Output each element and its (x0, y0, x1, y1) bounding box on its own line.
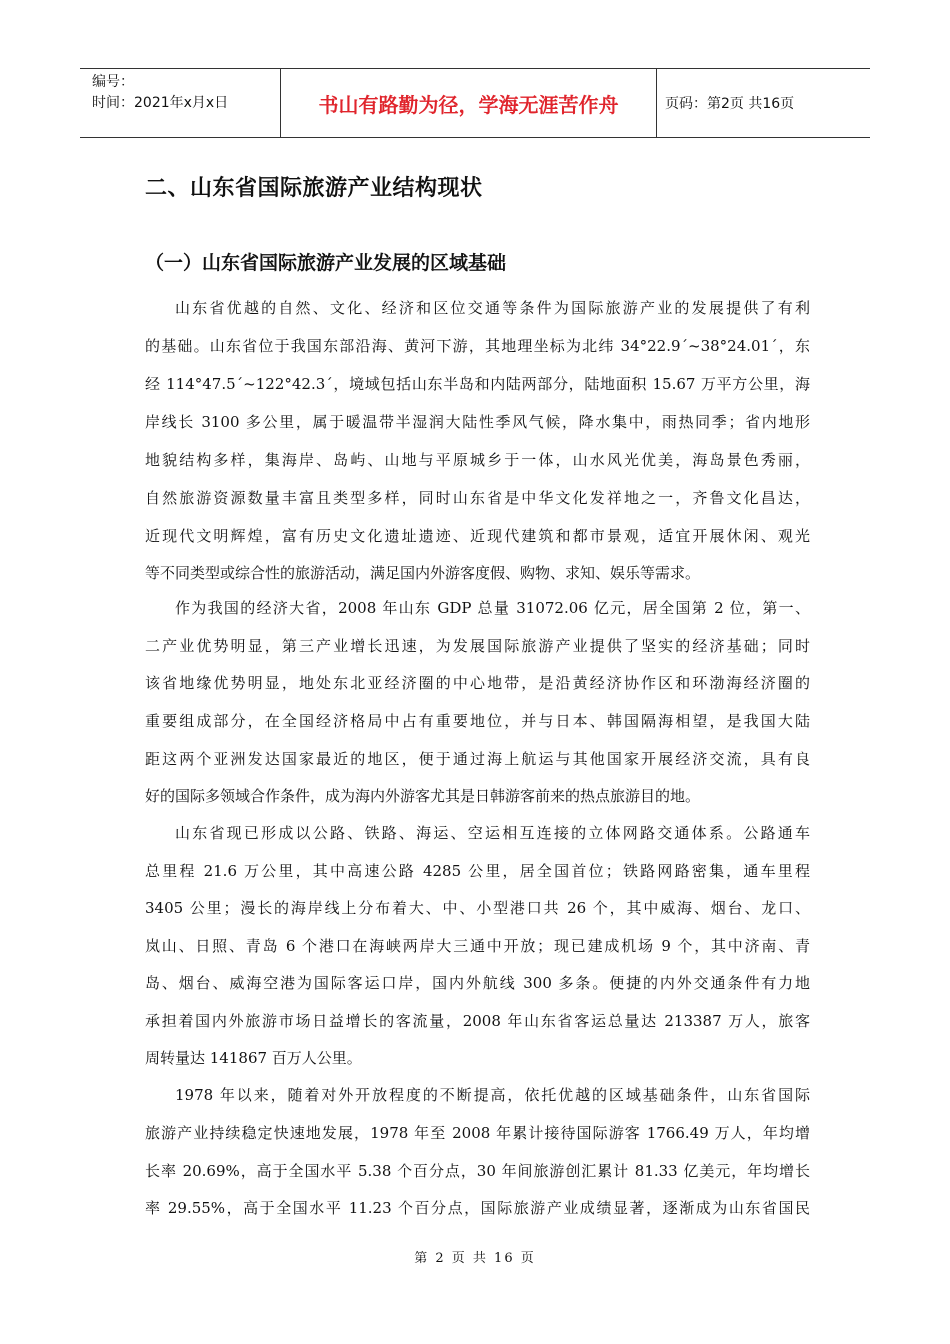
body-line: 经 114°47.5´~122°42.3´，境域包括山东半岛和内陆两部分，陆地面积 15.67 万平方公里，海 (145, 375, 810, 393)
body-line: 山东省优越的自然、文化、经济和区位交通等条件为国际旅游产业的发展提供了有利 (175, 299, 810, 317)
body-line: 周转量达 141867 百万人公里。 (145, 1049, 362, 1067)
body-line: 总里程 21.6 万公里，其中高速公路 4285 公里，居全国首位；铁路网路密集，通车里程 (145, 862, 810, 880)
header-table (80, 68, 870, 138)
body-line: 3405 公里；漫长的海岸线上分布着大、中、小型港口共 26 个，其中威海、烟台、龙口、 (145, 899, 810, 917)
motto: 书山有路勤为径，学海无涯苦作舟 (280, 69, 657, 137)
body-line: 承担着国内外旅游市场日益增长的客流量，2008 年山东省客运总量达 213387 万人，旅客 (145, 1012, 810, 1030)
body-line: 岸线长 3100 多公里，属于暖温带半湿润大陆性季风气候，降水集中，雨热同季；省内地形 (145, 413, 810, 431)
page-info: 页码：第2页 共16页 (665, 96, 795, 112)
body-line: 岛、烟台、威海空港为国际客运口岸，国内外航线 300 多条。便捷的内外交通条件有力地 (145, 974, 810, 992)
body-line: 旅游产业持续稳定快速地发展，1978 年至 2008 年累计接待国际游客 1766.49 万人，年均增 (145, 1124, 810, 1142)
body-line: 地貌结构多样，集海岸、岛屿、山地与平原城乡于一体，山水风光优美，海岛景色秀丽， (145, 451, 810, 469)
time-label: 时间：2021年x月x日 (92, 95, 229, 111)
body-line: 1978 年以来，随着对外开放程度的不断提高，依托优越的区域基础条件，山东省国际 (175, 1086, 810, 1104)
body-line: 距这两个亚洲发达国家最近的地区，便于通过海上航运与其他国家开展经济交流，具有良 (145, 750, 810, 768)
body-line: 该省地缘优势明显，地处东北亚经济圈的中心地带，是沿黄经济协作区和环渤海经济圈的 (145, 674, 810, 692)
body-line: 好的国际多领域合作条件，成为海内外游客尤其是日韩游客前来的热点旅游目的地。 (145, 787, 701, 805)
body-line: 作为我国的经济大省，2008 年山东 GDP 总量 31072.06 亿元，居全国第 2 位，第一、 (175, 599, 810, 617)
number-label: 编号： (92, 74, 134, 90)
subsection-title: （一）山东省国际旅游产业发展的区域基础 (145, 252, 507, 274)
body-line: 率 29.55%，高于全国水平 11.23 个百分点，国际旅游产业成绩显著，逐渐成为山东省国民 (145, 1199, 810, 1217)
body-line: 山东省现已形成以公路、铁路、海运、空运相互连接的立体网路交通体系。公路通车 (175, 824, 810, 842)
body-line: 等不同类型或综合性的旅游活动，满足国内外游客度假、购物、求知、娱乐等需求。 (145, 564, 701, 582)
body-line: 的基础。山东省位于我国东部沿海、黄河下游，其地理坐标为北纬 34°22.9´~38°24.01´，东 (145, 337, 810, 355)
body-line: 长率 20.69%，高于全国水平 5.38 个百分点，30 年间旅游创汇累计 81.33 亿美元，年均增长 (145, 1162, 810, 1180)
page-footer: 第 2 页 共 16 页 (414, 1251, 536, 1266)
body-line: 近现代文明辉煌，富有历史文化遗址遗迹、近现代建筑和都市景观，适宜开展休闲、观光 (145, 527, 810, 545)
body-line: 二产业优势明显，第三产业增长迅速，为发展国际旅游产业提供了坚实的经济基础；同时 (145, 637, 810, 655)
body-line: 重要组成部分，在全国经济格局中占有重要地位，并与日本、韩国隔海相望，是我国大陆 (145, 712, 810, 730)
body-line: 自然旅游资源数量丰富且类型多样，同时山东省是中华文化发祥地之一，齐鲁文化昌达， (145, 489, 810, 507)
section-title: 二、山东省国际旅游产业结构现状 (145, 176, 483, 201)
body-line: 岚山、日照、青岛 6 个港口在海峡两岸大三通中开放；现已建成机场 9 个，其中济南、青 (145, 937, 810, 955)
header-meta-cell (80, 69, 280, 137)
